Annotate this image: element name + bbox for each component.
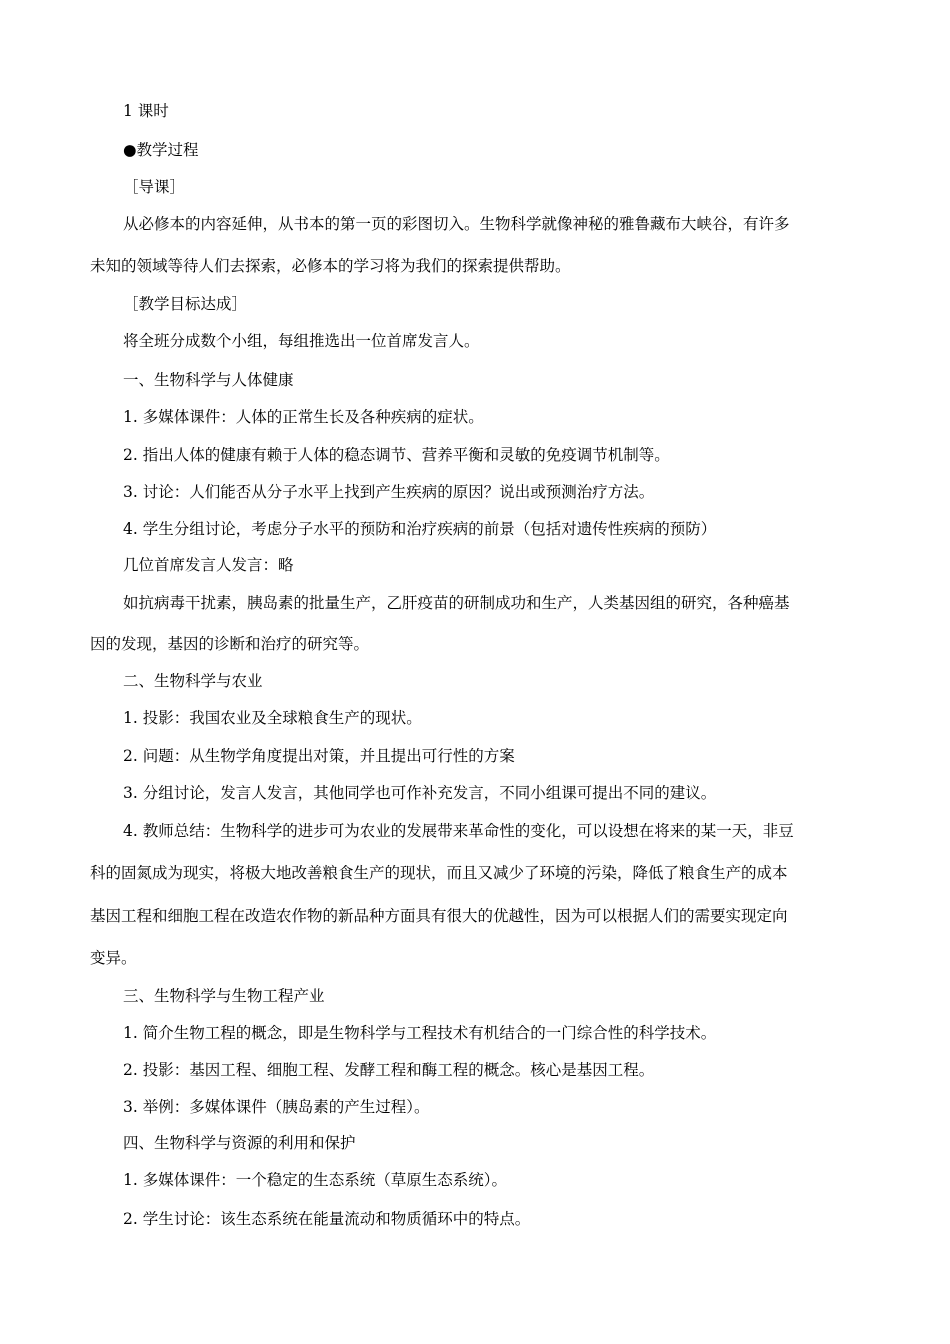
paragraph-line: 基因工程和细胞工程在改造农作物的新品种方面具有很大的优越性，因为可以根据人们的需要实现定向 [90,907,788,925]
list-item: 2. 投影：基因工程、细胞工程、发酵工程和酶工程的概念。核心是基因工程。 [123,1061,655,1079]
list-item: 3. 举例：多媒体课件（胰岛素的产生过程）。 [123,1098,430,1116]
list-item: 1. 投影：我国农业及全球粮食生产的现状。 [123,709,422,727]
section-heading-teaching-process: ●教学过程 [123,141,199,159]
paragraph-line: 如抗病毒干扰素，胰岛素的批量生产，乙肝疫苗的研制成功和生产，人类基因组的研究，各种癌基 [123,594,790,612]
paragraph-line: 科的固氮成为现实，将极大地改善粮食生产的现状，而且又减少了环境的污染，降低了粮食生产的成本 [90,864,788,882]
list-item: 1. 简介生物工程的概念，即是生物科学与工程技术有机结合的一门综合性的科学技术。 [123,1024,717,1042]
list-item: 2. 问题：从生物学角度提出对策，并且提出可行性的方案 [123,747,515,765]
section-heading-agriculture: 二、生物科学与农业 [123,672,263,690]
list-item: 2. 学生讨论：该生态系统在能量流动和物质循环中的特点。 [123,1210,531,1228]
lesson-hours: 1 课时 [123,102,169,120]
list-item: 4. 学生分组讨论，考虑分子水平的预防和治疗疾病的前景（包括对遗传性疾病的预防） [123,520,717,538]
paragraph-line: 从必修本的内容延伸，从书本的第一页的彩图切入。生物科学就像神秘的雅鲁藏布大峡谷，有许多 [123,215,790,233]
section-heading-bioengineering: 三、生物科学与生物工程产业 [123,987,325,1005]
section-heading-objectives: ［教学目标达成］ [123,295,248,313]
list-item: 3. 讨论：人们能否从分子水平上找到产生疾病的原因？说出或预测治疗方法。 [123,483,655,501]
paragraph-line: 变异。 [90,949,137,967]
section-heading-health: 一、生物科学与人体健康 [123,371,294,389]
paragraph-line: 因的发现，基因的诊断和治疗的研究等。 [90,635,370,653]
section-heading-resources: 四、生物科学与资源的利用和保护 [123,1134,356,1152]
list-item: 2. 指出人体的健康有赖于人体的稳态调节、营养平衡和灵敏的免疫调节机制等。 [123,446,670,464]
section-heading-intro: ［导课］ [123,178,186,196]
list-item: 4. 教师总结：生物科学的进步可为农业的发展带来革命性的变化，可以设想在将来的某一天，非豆 [123,822,794,840]
list-item: 1. 多媒体课件：一个稳定的生态系统（草原生态系统）。 [123,1171,507,1189]
list-item: 1. 多媒体课件：人体的正常生长及各种疾病的症状。 [123,408,484,426]
paragraph-line: 几位首席发言人发言：略 [123,556,294,574]
list-item: 3. 分组讨论，发言人发言，其他同学也可作补充发言，不同小组课可提出不同的建议。 [123,784,717,802]
paragraph-line: 未知的领域等待人们去探索，必修本的学习将为我们的探索提供帮助。 [90,257,571,275]
paragraph-line: 将全班分成数个小组，每组推选出一位首席发言人。 [123,332,480,350]
